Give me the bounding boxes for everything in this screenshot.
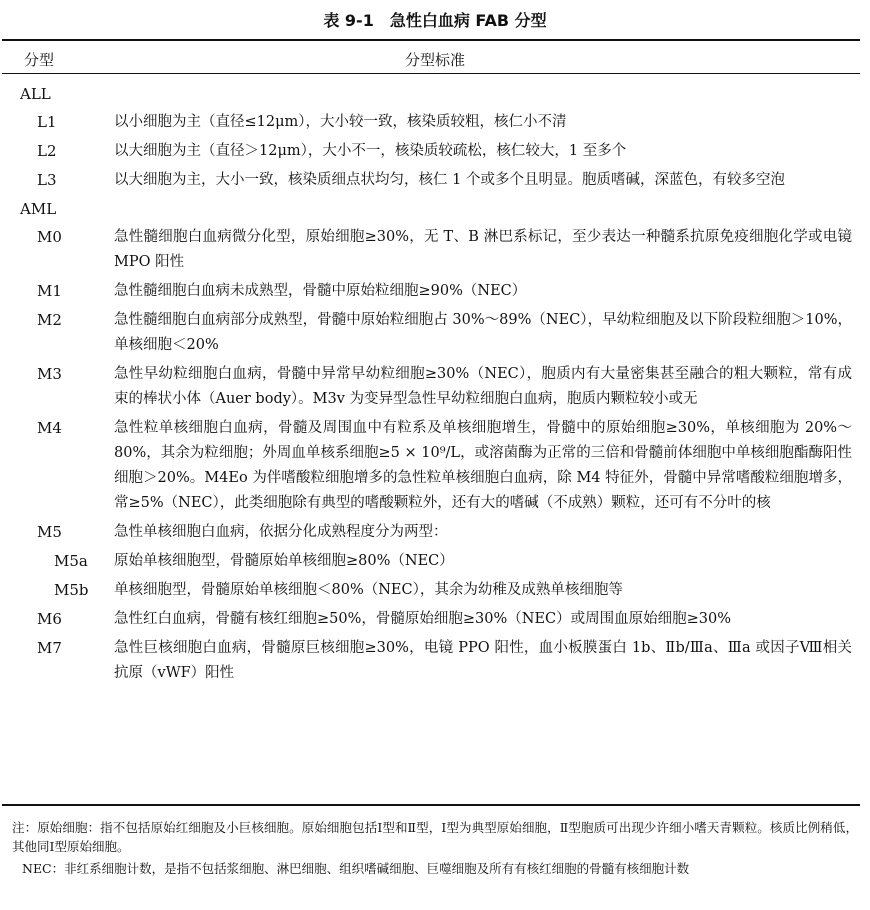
row-code: L3 — [37, 171, 57, 189]
top-rule — [2, 39, 860, 41]
table-title: 表 9-1 急性白血病 FAB 分型 — [323, 11, 547, 30]
row-criteria: 急性巨核细胞白血病，骨髓原巨核细胞≥30%，电镜 PPO 阳性，血小板膜蛋白 1b、Ⅱb/Ⅲa、Ⅲa 或因子Ⅷ相关抗原（vWF）阳性 — [114, 640, 852, 681]
row-criteria: 急性髓细胞白血病未成熟型，骨髓中原始粒细胞≥90%（NEC） — [114, 283, 527, 299]
row-criteria: 急性粒单核细胞白血病，骨髓及周围血中有粒系及单核细胞增生，骨髓中的原始细胞≥30%，单核细胞为 20%～80%，其余为粒细胞；外周血单核系细胞≥5 × 10⁹/L，或溶菌酶为正常的三倍和骨髓前体细胞中单核细胞酯酶阳性细胞＞20%。M4Eo 为伴嗜酸粒细胞增多的急性粒单核细胞白血病，除 M4 特征外，骨髓中异常嗜酸粒细胞增多，常≥5%（NEC），此类细胞除有典型的嗜酸颗粒外，还有大的嗜碱（不成熟）颗粒，还可有不分叶的核 — [114, 420, 852, 511]
bottom-rule — [2, 804, 860, 806]
note-blast-cells: 注：原始细胞：指不包括原始红细胞及小巨核细胞。原始细胞包括Ⅰ型和Ⅱ型，Ⅰ型为典型原始细胞，Ⅱ型胞质可出现少许细小嗜天青颗粒。核质比例稍低，其他同Ⅰ型原始细胞。 — [12, 820, 858, 854]
table-body — [0, 82, 870, 690]
header-criteria: 分型标准 — [404, 51, 465, 69]
row-criteria: 急性红白血病，骨髓有核红细胞≥50%，骨髓原始细胞≥30%（NEC）或周围血原始细胞≥30% — [114, 611, 731, 627]
table-row — [0, 549, 870, 574]
row-code: AML — [20, 200, 57, 218]
row-code: M0 — [37, 228, 62, 246]
row-criteria: 急性髓细胞白血病部分成熟型，骨髓中原始粒细胞占 30%～89%（NEC），早幼粒细胞及以下阶段粒细胞＞10%，单核细胞＜20% — [114, 312, 852, 353]
header-rule — [2, 73, 860, 74]
row-criteria: 以大细胞为主（直径＞12μm），大小不一，核染质较疏松，核仁较大，1 至多个 — [114, 143, 627, 159]
table-notes — [12, 818, 858, 881]
table-row — [0, 82, 870, 106]
row-code: M6 — [37, 610, 62, 628]
table-row — [0, 520, 870, 545]
row-criteria: 原始单核细胞型，骨髓原始单核细胞≥80%（NEC） — [114, 553, 454, 569]
table-row — [0, 607, 870, 632]
row-code: M5 — [37, 523, 62, 541]
row-code: M3 — [37, 365, 62, 383]
row-code: ALL — [20, 85, 51, 103]
row-code: M7 — [37, 639, 62, 657]
row-code: M5b — [54, 581, 89, 599]
table-row — [0, 197, 870, 221]
table-row — [0, 362, 870, 412]
header-type: 分型 — [24, 51, 55, 69]
row-criteria: 急性髓细胞白血病微分化型，原始细胞≥30%，无 T、B 淋巴系标记，至少表达一种髓系抗原免疫细胞化学或电镜 MPO 阳性 — [114, 229, 852, 270]
table-row — [0, 308, 870, 358]
table-row — [0, 168, 870, 193]
note-nec: NEC：非红系细胞计数，是指不包括浆细胞、淋巴细胞、组织嗜碱细胞、巨噬细胞及所有有核红细胞的骨髓有核细胞计数 — [22, 861, 690, 876]
table-row — [0, 578, 870, 603]
table-row — [0, 225, 870, 275]
row-criteria: 急性早幼粒细胞白血病，骨髓中异常早幼粒细胞≥30%（NEC），胞质内有大量密集甚至融合的粗大颗粒，常有成束的棒状小体（Auer body）。M3v 为变异型急性早幼粒细胞白血病，胞质内颗粒较小或无 — [114, 366, 852, 407]
row-code: M4 — [37, 419, 62, 437]
row-criteria: 以小细胞为主（直径≤12μm），大小较一致，核染质较粗，核仁小不清 — [114, 114, 567, 130]
table-row — [0, 416, 870, 516]
table-row — [0, 139, 870, 164]
row-criteria: 以大细胞为主，大小一致，核染质细点状均匀，核仁 1 个或多个且明显。胞质嗜碱，深蓝色，有较多空泡 — [114, 172, 785, 188]
table-row — [0, 279, 870, 304]
row-code: M1 — [37, 282, 62, 300]
row-code: L2 — [37, 142, 57, 160]
row-code: M5a — [54, 552, 88, 570]
row-code: L1 — [37, 113, 57, 131]
row-criteria: 急性单核细胞白血病，依据分化成熟程度分为两型： — [114, 524, 448, 540]
table-row — [0, 636, 870, 686]
row-code: M2 — [37, 311, 62, 329]
table-row — [0, 110, 870, 135]
row-criteria: 单核细胞型，骨髓原始单核细胞＜80%（NEC），其余为幼稚及成熟单核细胞等 — [114, 582, 623, 598]
